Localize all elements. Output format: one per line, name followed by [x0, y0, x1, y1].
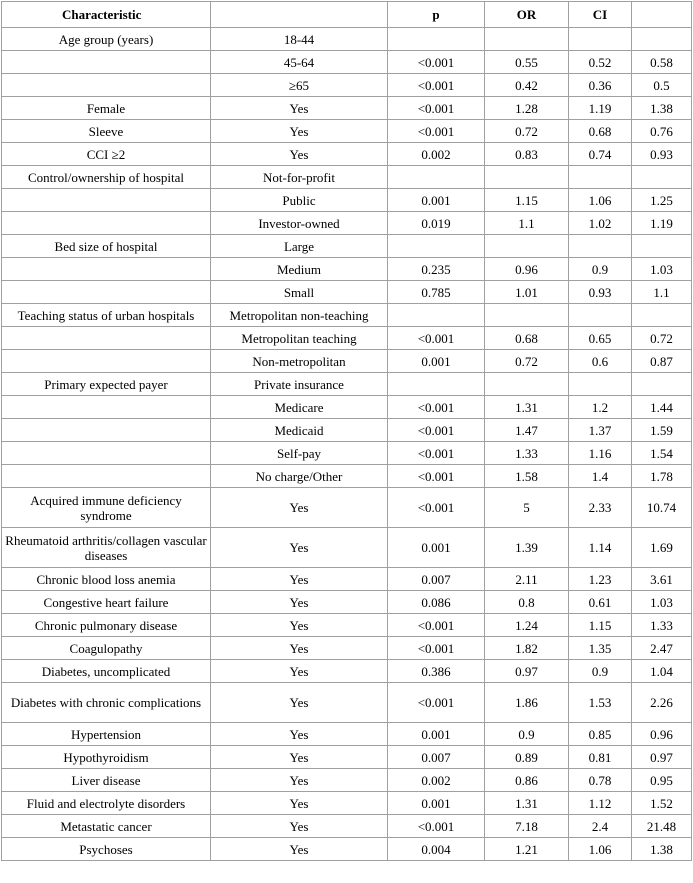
cell-ci-lower: 1.14 — [569, 528, 632, 568]
cell-odds-ratio: 2.11 — [485, 568, 569, 591]
table-row — [2, 488, 692, 528]
cell-p-value — [388, 166, 485, 189]
cell-characteristic: Diabetes, uncomplicated — [2, 660, 211, 683]
cell-ci-lower: 0.81 — [569, 746, 632, 769]
cell-ci-lower: 0.93 — [569, 281, 632, 304]
cell-characteristic — [2, 189, 211, 212]
cell-odds-ratio: 0.72 — [485, 120, 569, 143]
cell-ci-upper — [632, 235, 692, 258]
cell-level: Medicare — [211, 396, 388, 419]
cell-level: Private insurance — [211, 373, 388, 396]
table-row — [2, 74, 692, 97]
table-row — [2, 838, 692, 861]
cell-p-value: <0.001 — [388, 419, 485, 442]
table-row — [2, 769, 692, 792]
cell-characteristic: Hypertension — [2, 723, 211, 746]
cell-ci-upper: 0.72 — [632, 327, 692, 350]
cell-ci-upper: 0.58 — [632, 51, 692, 74]
cell-ci-upper — [632, 166, 692, 189]
cell-level: Medium — [211, 258, 388, 281]
cell-level: Yes — [211, 120, 388, 143]
cell-characteristic: CCI ≥2 — [2, 143, 211, 166]
cell-ci-upper: 1.19 — [632, 212, 692, 235]
cell-p-value: <0.001 — [388, 120, 485, 143]
cell-level: Large — [211, 235, 388, 258]
cell-characteristic: Female — [2, 97, 211, 120]
cell-odds-ratio: 0.68 — [485, 327, 569, 350]
header-or: OR — [485, 2, 569, 28]
cell-characteristic — [2, 281, 211, 304]
cell-ci-lower: 1.19 — [569, 97, 632, 120]
cell-characteristic — [2, 258, 211, 281]
cell-level: Yes — [211, 143, 388, 166]
header-ci-upper — [632, 2, 692, 28]
cell-odds-ratio: 7.18 — [485, 815, 569, 838]
cell-level: No charge/Other — [211, 465, 388, 488]
table-row — [2, 614, 692, 637]
cell-odds-ratio: 5 — [485, 488, 569, 528]
cell-characteristic — [2, 419, 211, 442]
cell-p-value: 0.001 — [388, 350, 485, 373]
cell-odds-ratio: 1.24 — [485, 614, 569, 637]
cell-odds-ratio: 1.1 — [485, 212, 569, 235]
cell-ci-lower — [569, 166, 632, 189]
cell-ci-lower: 1.12 — [569, 792, 632, 815]
table-row — [2, 591, 692, 614]
cell-level: Yes — [211, 568, 388, 591]
cell-ci-upper: 1.1 — [632, 281, 692, 304]
cell-ci-upper — [632, 373, 692, 396]
table-row — [2, 792, 692, 815]
cell-level: 18-44 — [211, 28, 388, 51]
header-level — [211, 2, 388, 28]
cell-ci-upper: 1.04 — [632, 660, 692, 683]
cell-ci-lower: 0.9 — [569, 258, 632, 281]
cell-level: Yes — [211, 660, 388, 683]
cell-p-value: 0.001 — [388, 528, 485, 568]
cell-ci-upper: 1.69 — [632, 528, 692, 568]
table-row — [2, 723, 692, 746]
cell-ci-lower: 0.52 — [569, 51, 632, 74]
cell-level: ≥65 — [211, 74, 388, 97]
cell-odds-ratio: 0.89 — [485, 746, 569, 769]
cell-characteristic — [2, 442, 211, 465]
cell-odds-ratio: 1.31 — [485, 792, 569, 815]
cell-odds-ratio: 1.15 — [485, 189, 569, 212]
cell-odds-ratio: 1.39 — [485, 528, 569, 568]
cell-level: Yes — [211, 746, 388, 769]
cell-characteristic: Acquired immune deficiency syndrome — [2, 488, 211, 528]
cell-ci-lower: 1.4 — [569, 465, 632, 488]
cell-ci-lower: 2.33 — [569, 488, 632, 528]
table-row — [2, 97, 692, 120]
cell-ci-upper: 2.26 — [632, 683, 692, 723]
cell-p-value: <0.001 — [388, 637, 485, 660]
cell-odds-ratio: 0.42 — [485, 74, 569, 97]
cell-ci-lower: 1.02 — [569, 212, 632, 235]
cell-characteristic: Primary expected payer — [2, 373, 211, 396]
table-row — [2, 304, 692, 327]
cell-p-value: <0.001 — [388, 74, 485, 97]
cell-level: 45-64 — [211, 51, 388, 74]
cell-characteristic — [2, 396, 211, 419]
cell-ci-lower: 2.4 — [569, 815, 632, 838]
cell-characteristic — [2, 74, 211, 97]
cell-ci-upper — [632, 28, 692, 51]
cell-ci-upper: 3.61 — [632, 568, 692, 591]
cell-ci-lower — [569, 235, 632, 258]
cell-ci-lower: 0.78 — [569, 769, 632, 792]
cell-ci-upper: 1.54 — [632, 442, 692, 465]
cell-ci-lower: 1.15 — [569, 614, 632, 637]
cell-odds-ratio: 1.21 — [485, 838, 569, 861]
cell-characteristic: Teaching status of urban hospitals — [2, 304, 211, 327]
header-ci: CI — [569, 2, 632, 28]
cell-level: Non-metropolitan — [211, 350, 388, 373]
cell-level: Small — [211, 281, 388, 304]
table-row — [2, 235, 692, 258]
cell-p-value: <0.001 — [388, 683, 485, 723]
cell-ci-lower: 0.6 — [569, 350, 632, 373]
cell-p-value: 0.007 — [388, 568, 485, 591]
cell-p-value: <0.001 — [388, 815, 485, 838]
cell-ci-upper: 1.38 — [632, 838, 692, 861]
cell-ci-lower: 1.23 — [569, 568, 632, 591]
cell-p-value: <0.001 — [388, 442, 485, 465]
table-row — [2, 350, 692, 373]
table-row — [2, 683, 692, 723]
table-row — [2, 51, 692, 74]
cell-ci-lower: 0.85 — [569, 723, 632, 746]
cell-level: Yes — [211, 488, 388, 528]
cell-level: Yes — [211, 637, 388, 660]
table-row — [2, 373, 692, 396]
cell-ci-upper: 1.38 — [632, 97, 692, 120]
cell-characteristic: Psychoses — [2, 838, 211, 861]
cell-ci-upper: 1.33 — [632, 614, 692, 637]
table-row — [2, 465, 692, 488]
cell-level: Yes — [211, 815, 388, 838]
cell-ci-lower: 1.06 — [569, 189, 632, 212]
cell-p-value: <0.001 — [388, 396, 485, 419]
cell-ci-lower: 1.2 — [569, 396, 632, 419]
cell-p-value — [388, 28, 485, 51]
cell-odds-ratio: 1.28 — [485, 97, 569, 120]
cell-ci-lower: 1.06 — [569, 838, 632, 861]
cell-p-value: 0.386 — [388, 660, 485, 683]
table-row — [2, 281, 692, 304]
cell-ci-upper: 0.97 — [632, 746, 692, 769]
cell-p-value: 0.001 — [388, 723, 485, 746]
cell-level: Yes — [211, 591, 388, 614]
cell-odds-ratio — [485, 28, 569, 51]
header-characteristic: Characteristic — [2, 2, 211, 28]
cell-ci-upper: 1.52 — [632, 792, 692, 815]
cell-level: Not-for-profit — [211, 166, 388, 189]
table-row — [2, 258, 692, 281]
cell-level: Yes — [211, 792, 388, 815]
cell-ci-lower: 0.65 — [569, 327, 632, 350]
cell-ci-upper: 0.95 — [632, 769, 692, 792]
cell-characteristic: Rheumatoid arthritis/collagen vascular diseases — [2, 528, 211, 568]
cell-level: Yes — [211, 614, 388, 637]
cell-ci-upper: 1.03 — [632, 591, 692, 614]
table-row — [2, 442, 692, 465]
results-table — [1, 1, 692, 861]
table-row — [2, 528, 692, 568]
table-row — [2, 143, 692, 166]
cell-ci-lower: 1.37 — [569, 419, 632, 442]
cell-p-value: 0.002 — [388, 143, 485, 166]
cell-p-value: 0.086 — [388, 591, 485, 614]
cell-level: Self-pay — [211, 442, 388, 465]
cell-p-value: 0.019 — [388, 212, 485, 235]
cell-level: Metropolitan non-teaching — [211, 304, 388, 327]
table-row — [2, 419, 692, 442]
cell-characteristic — [2, 327, 211, 350]
cell-characteristic: Hypothyroidism — [2, 746, 211, 769]
cell-level: Yes — [211, 838, 388, 861]
cell-characteristic: Chronic pulmonary disease — [2, 614, 211, 637]
cell-ci-upper: 0.96 — [632, 723, 692, 746]
cell-characteristic: Control/ownership of hospital — [2, 166, 211, 189]
table-row — [2, 637, 692, 660]
cell-level: Medicaid — [211, 419, 388, 442]
cell-p-value: 0.785 — [388, 281, 485, 304]
table-header-row — [2, 2, 692, 28]
cell-odds-ratio — [485, 166, 569, 189]
cell-ci-upper: 1.25 — [632, 189, 692, 212]
cell-p-value: 0.002 — [388, 769, 485, 792]
cell-p-value — [388, 235, 485, 258]
cell-odds-ratio: 1.01 — [485, 281, 569, 304]
cell-level: Yes — [211, 683, 388, 723]
cell-ci-lower: 0.61 — [569, 591, 632, 614]
cell-characteristic: Coagulopathy — [2, 637, 211, 660]
cell-p-value: <0.001 — [388, 97, 485, 120]
table-row — [2, 28, 692, 51]
cell-level: Investor-owned — [211, 212, 388, 235]
table-row — [2, 327, 692, 350]
cell-characteristic — [2, 51, 211, 74]
cell-odds-ratio — [485, 304, 569, 327]
cell-ci-upper: 1.78 — [632, 465, 692, 488]
cell-ci-upper: 2.47 — [632, 637, 692, 660]
cell-odds-ratio: 0.8 — [485, 591, 569, 614]
cell-p-value: 0.004 — [388, 838, 485, 861]
cell-p-value: <0.001 — [388, 465, 485, 488]
cell-level: Yes — [211, 769, 388, 792]
cell-odds-ratio: 1.86 — [485, 683, 569, 723]
cell-ci-upper: 0.93 — [632, 143, 692, 166]
cell-level: Yes — [211, 528, 388, 568]
cell-odds-ratio — [485, 373, 569, 396]
cell-characteristic — [2, 212, 211, 235]
cell-characteristic: Chronic blood loss anemia — [2, 568, 211, 591]
cell-p-value: <0.001 — [388, 327, 485, 350]
cell-characteristic — [2, 465, 211, 488]
cell-odds-ratio: 0.96 — [485, 258, 569, 281]
cell-ci-upper: 0.5 — [632, 74, 692, 97]
cell-ci-lower: 1.53 — [569, 683, 632, 723]
cell-ci-lower: 0.74 — [569, 143, 632, 166]
cell-p-value — [388, 373, 485, 396]
cell-ci-upper: 10.74 — [632, 488, 692, 528]
table-row — [2, 120, 692, 143]
table-row — [2, 166, 692, 189]
cell-odds-ratio: 1.82 — [485, 637, 569, 660]
cell-ci-lower: 0.36 — [569, 74, 632, 97]
cell-characteristic: Bed size of hospital — [2, 235, 211, 258]
cell-characteristic: Diabetes with chronic complications — [2, 683, 211, 723]
cell-odds-ratio: 0.72 — [485, 350, 569, 373]
cell-p-value — [388, 304, 485, 327]
cell-odds-ratio: 0.97 — [485, 660, 569, 683]
cell-ci-lower — [569, 304, 632, 327]
cell-ci-lower — [569, 373, 632, 396]
cell-characteristic: Fluid and electrolyte disorders — [2, 792, 211, 815]
table-row — [2, 746, 692, 769]
table-row — [2, 568, 692, 591]
cell-odds-ratio: 0.9 — [485, 723, 569, 746]
cell-level: Public — [211, 189, 388, 212]
cell-p-value: <0.001 — [388, 614, 485, 637]
cell-ci-upper: 1.03 — [632, 258, 692, 281]
cell-ci-upper: 0.76 — [632, 120, 692, 143]
cell-characteristic: Sleeve — [2, 120, 211, 143]
cell-p-value: 0.001 — [388, 189, 485, 212]
table-row — [2, 815, 692, 838]
cell-characteristic: Congestive heart failure — [2, 591, 211, 614]
cell-characteristic — [2, 350, 211, 373]
cell-p-value: <0.001 — [388, 488, 485, 528]
cell-odds-ratio: 1.58 — [485, 465, 569, 488]
cell-odds-ratio: 1.47 — [485, 419, 569, 442]
cell-ci-upper: 0.87 — [632, 350, 692, 373]
cell-odds-ratio: 0.55 — [485, 51, 569, 74]
cell-level: Yes — [211, 97, 388, 120]
cell-p-value: 0.007 — [388, 746, 485, 769]
cell-characteristic: Liver disease — [2, 769, 211, 792]
cell-ci-upper: 21.48 — [632, 815, 692, 838]
table-row — [2, 189, 692, 212]
cell-ci-lower: 0.68 — [569, 120, 632, 143]
cell-ci-upper: 1.44 — [632, 396, 692, 419]
cell-ci-upper: 1.59 — [632, 419, 692, 442]
table-row — [2, 660, 692, 683]
cell-odds-ratio — [485, 235, 569, 258]
cell-level: Yes — [211, 723, 388, 746]
cell-level: Metropolitan teaching — [211, 327, 388, 350]
table-body — [2, 28, 692, 861]
cell-characteristic: Age group (years) — [2, 28, 211, 51]
table-row — [2, 396, 692, 419]
cell-ci-upper — [632, 304, 692, 327]
cell-odds-ratio: 1.31 — [485, 396, 569, 419]
cell-p-value: 0.235 — [388, 258, 485, 281]
cell-p-value: <0.001 — [388, 51, 485, 74]
cell-ci-lower — [569, 28, 632, 51]
cell-ci-lower: 1.35 — [569, 637, 632, 660]
cell-p-value: 0.001 — [388, 792, 485, 815]
header-p: p — [388, 2, 485, 28]
cell-odds-ratio: 1.33 — [485, 442, 569, 465]
table-row — [2, 212, 692, 235]
cell-ci-lower: 0.9 — [569, 660, 632, 683]
cell-odds-ratio: 0.83 — [485, 143, 569, 166]
cell-characteristic: Metastatic cancer — [2, 815, 211, 838]
cell-odds-ratio: 0.86 — [485, 769, 569, 792]
cell-ci-lower: 1.16 — [569, 442, 632, 465]
